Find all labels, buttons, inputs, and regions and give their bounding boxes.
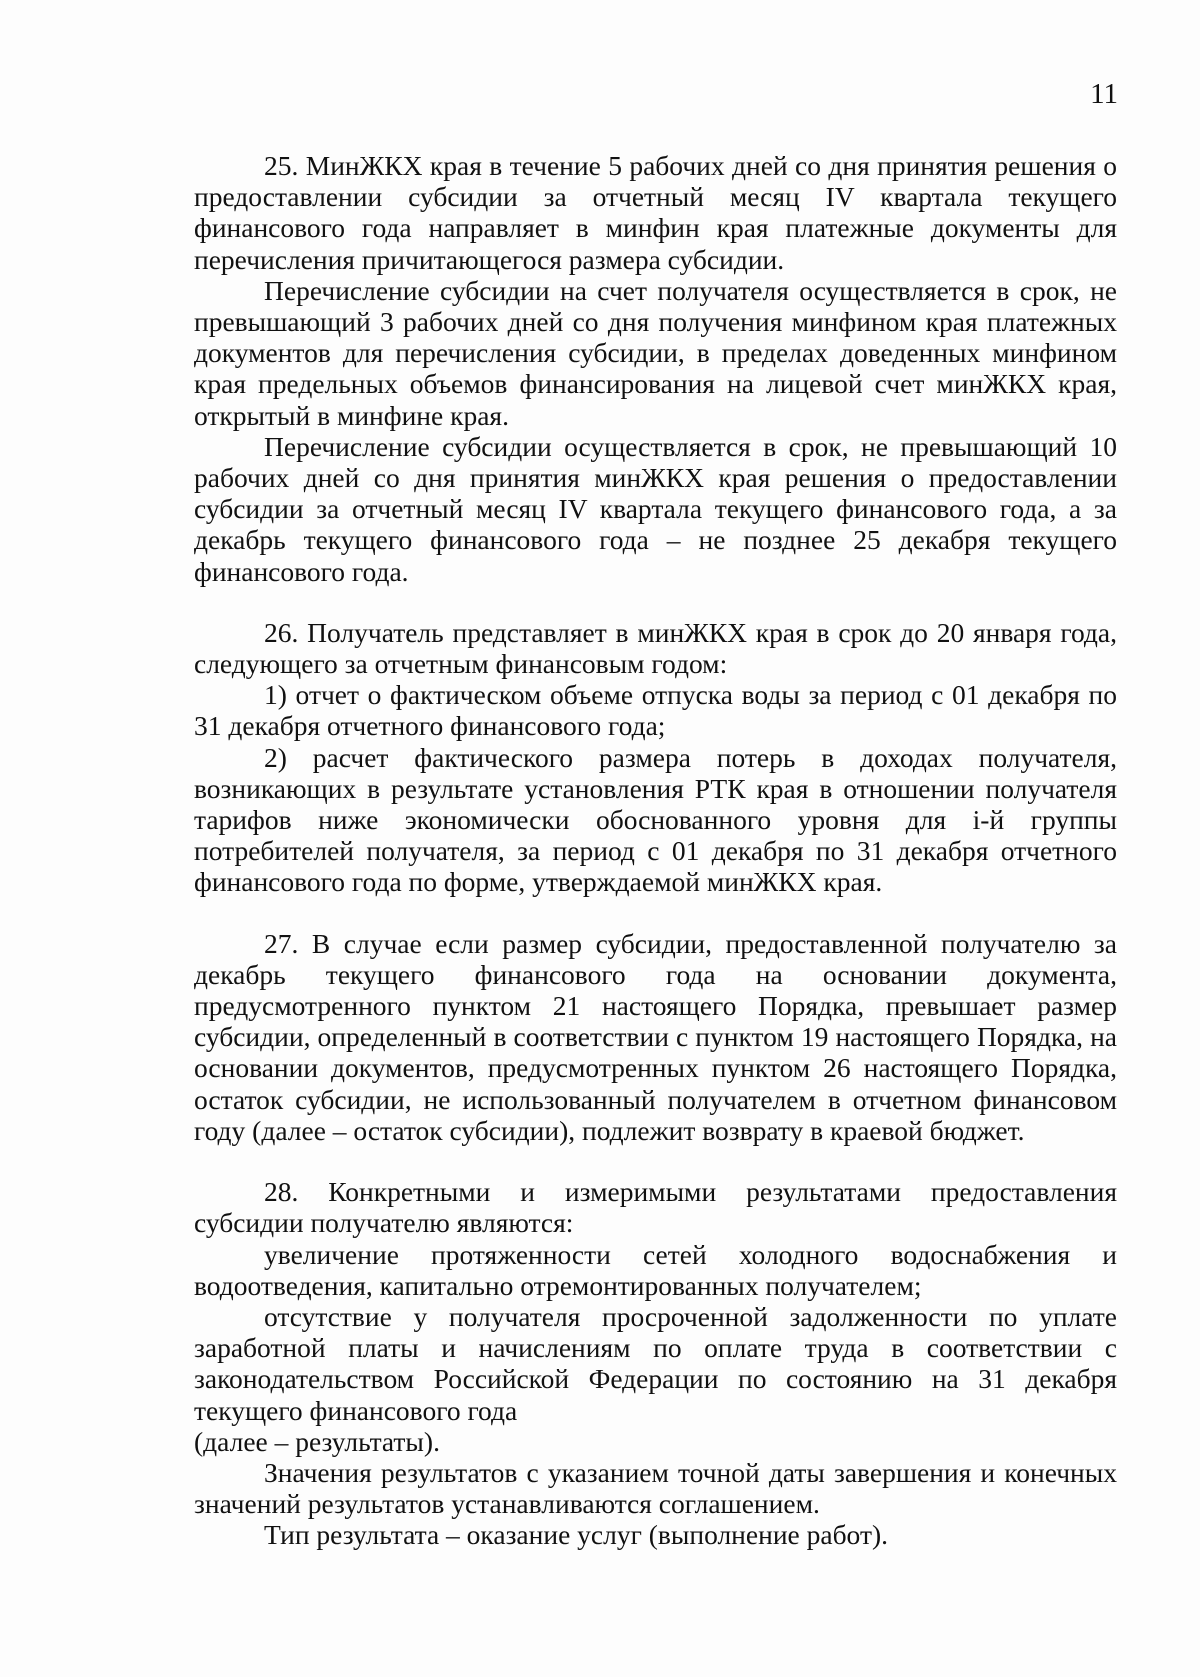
paragraph: Перечисление субсидии осуществляется в срок, не превышающий 10 рабочих дней со дня принятия минЖКХ края решения о предоставлении субсидии за отчетный месяц IV квартала текущего финансового года, а за декабрь текущего финансового года – не позднее 25 декабря текущего финансового года. — [194, 430, 1117, 587]
list-item: 1) отчет о фактическом объеме отпуска воды за период с 01 декабря по 31 декабря отчетного финансового года; — [194, 679, 1117, 742]
page-number: 11 — [1090, 78, 1118, 110]
section-27 — [194, 928, 1117, 1146]
section-25 — [194, 150, 1117, 587]
section-spacer — [194, 1146, 1117, 1176]
paragraph: Значения результатов с указанием точной даты завершения и конечных значений результатов устанавливаются соглашением. — [194, 1456, 1117, 1520]
paragraph: 28. Конкретными и измеримыми результатами предоставления субсидии получателю являются: — [194, 1176, 1117, 1239]
paragraph: 25. МинЖКХ края в течение 5 рабочих дней со дня принятия решения о предоставлении субсидии за отчетный месяц IV квартала текущего финансового года направляет в минфин края платежные документы для перечисления причитающегося размера субсидии. — [194, 150, 1117, 275]
paragraph: увеличение протяженности сетей холодного водоснабжения и водоотведения, капитально отремонтированных получателем; — [194, 1238, 1117, 1301]
paragraph: отсутствие у получателя просроченной задолженности по уплате заработной платы и начислениям по оплате труда в соответствии с законодательством Российской Федерации по состоянию на 31 декабря текущего финансового года — [194, 1300, 1117, 1426]
paragraph: Тип результата – оказание услуг (выполнение работ). — [264, 1519, 889, 1551]
paragraph: 26. Получатель представляет в минЖКХ края в срок до 20 января года, следующего за отчетным финансовым годом: — [194, 616, 1117, 680]
paragraph: 27. В случае если размер субсидии, предоставленной получателю за декабрь текущего финансового года на основании документа, предусмотренного пунктом 21 настоящего Порядка, превышает размер субсидии, определенный в соответствии с пунктом 19 настоящего Порядка, на основании документов, предусмотренных пунктом 26 настоящего Порядка, остаток субсидии, не использованный получателем в отчетном финансовом году (далее – остаток субсидии), подлежит возврату в краевой бюджет. — [194, 927, 1117, 1146]
paragraph: Перечисление субсидии на счет получателя осуществляется в срок, не превышающий 3 рабочих дней со дня получения минфином края платежных документов для перечисления субсидии, в пределах доведенных минфином края предельных объемов финансирования на лицевой счет минЖКХ края, открытый в минфине края. — [194, 274, 1117, 431]
section-spacer — [194, 587, 1117, 617]
section-26 — [194, 617, 1117, 898]
paragraph: (далее – результаты). — [194, 1425, 440, 1457]
list-item: 2) расчет фактического размера потерь в доходах получателя, возникающих в результате установления РТК края в отношении получателя тарифов ниже экономически обоснованного уровня для i-й группы потребителей получателя, за период с 01 декабря по 31 декабря отчетного финансового года по форме, утверждаемой минЖКХ края. — [194, 741, 1117, 898]
section-28 — [194, 1176, 1117, 1550]
document-body — [194, 150, 1117, 1551]
section-spacer — [194, 898, 1117, 928]
